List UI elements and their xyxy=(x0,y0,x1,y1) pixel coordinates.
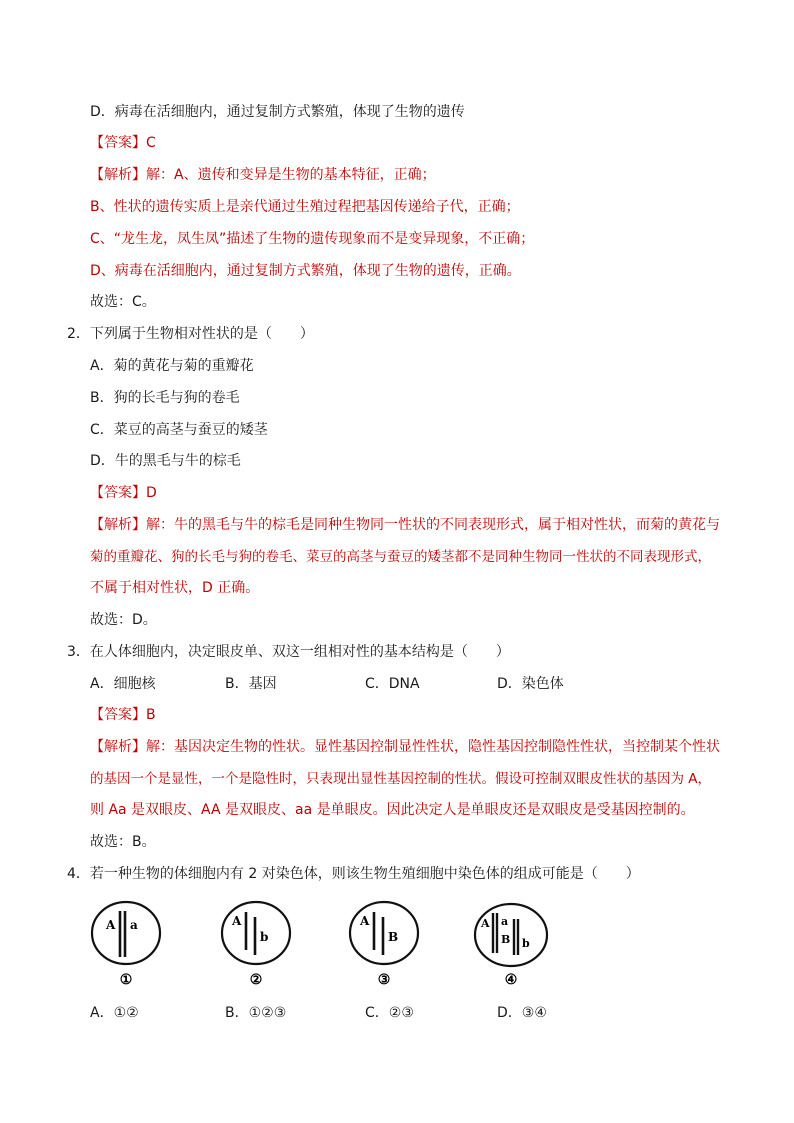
q4-option-d: D．③④ xyxy=(497,1005,547,1021)
q3-options xyxy=(90,674,730,694)
q1-choose: 故选：C。 xyxy=(90,294,156,310)
q3-stem: 3．在人体细胞内，决定眼皮单、双这一组相对性的基本结构是（ ） xyxy=(67,644,510,660)
q1-option-d: D．病毒在活细胞内，通过复制方式繁殖，体现了生物的遗传 xyxy=(90,104,465,120)
cell-figure-4 xyxy=(471,895,551,990)
analysis-text: 解：A、遗传和变异是生物的基本特征，正确； xyxy=(146,167,436,183)
gene-label: A xyxy=(481,917,490,930)
q2-stem: 2．下列属于生物相对性状的是（ ） xyxy=(67,326,314,342)
q2-option-b: B．狗的长毛与狗的卷毛 xyxy=(90,390,240,406)
q2-choose: 故选：D。 xyxy=(90,612,157,628)
analysis-tag: 【解析】 xyxy=(90,739,146,755)
q2-analysis-3: 不属于相对性状，D 正确。 xyxy=(90,580,260,596)
analysis-text: 解：基因决定生物的性状。显性基因控制显性性状，隐性基因控制隐性性状，当控制某个性状 xyxy=(146,739,720,755)
q3-option-c: C．DNA xyxy=(365,676,420,692)
figure-number: ② xyxy=(249,972,263,988)
gene-label: b xyxy=(522,937,530,950)
q1-analysis-3: C、“龙生龙，凤生凤”描述了生物的遗传现象而不是变异现象，不正确； xyxy=(90,231,535,247)
answer-value: C xyxy=(146,135,156,151)
q3-choose: 故选：B。 xyxy=(90,834,156,850)
gene-label: B xyxy=(501,933,511,946)
figure-number: ④ xyxy=(504,972,518,988)
q1-analysis-4: D、病毒在活细胞内，通过复制方式繁殖，体现了生物的遗传，正确。 xyxy=(90,263,521,279)
q4-option-c: C．②③ xyxy=(365,1005,414,1021)
q3-analysis-1 xyxy=(90,737,720,757)
answer-value: B xyxy=(146,707,156,723)
q4-option-b: B．①②③ xyxy=(225,1005,287,1021)
figure-number: ③ xyxy=(377,972,391,988)
q3-answer xyxy=(90,705,156,725)
answer-tag: 【答案】 xyxy=(90,135,146,151)
q1-analysis-2: B、性状的遗传实质上是亲代通过生殖过程把基因传递给子代，正确； xyxy=(90,199,520,215)
cell-outline xyxy=(475,904,547,966)
q1-answer xyxy=(90,133,156,153)
q2-option-c: C．菜豆的高茎与蚕豆的矮茎 xyxy=(90,422,268,438)
gene-label: A xyxy=(232,914,242,928)
q2-answer xyxy=(90,483,157,503)
q4-stem: 4．若一种生物的体细胞内有 2 对染色体，则该生物生殖细胞中染色体的组成可能是（ ） xyxy=(67,866,640,882)
gene-label: A xyxy=(106,918,116,932)
q3-analysis-2: 的基因一个是显性，一个是隐性时，只表现出显性基因控制的性状。假设可控制双眼皮性状的基因为 A， xyxy=(90,771,712,787)
q3-analysis-3: 则 Aa 是双眼皮、AA 是双眼皮、aa 是单眼皮。因此决定人是单眼皮还是双眼皮是受基因控制的。 xyxy=(90,802,695,818)
cell-figure-2 xyxy=(218,895,294,990)
figure-number: ① xyxy=(119,972,133,988)
chromosome-figures xyxy=(88,895,568,990)
q2-option-d: D．牛的黑毛与牛的棕毛 xyxy=(90,453,241,469)
answer-value: D xyxy=(146,485,157,501)
analysis-tag: 【解析】 xyxy=(90,167,146,183)
q4-options xyxy=(90,1003,730,1023)
analysis-text: 解：牛的黑毛与牛的棕毛是同种生物同一性状的不同表现形式，属于相对性状，而菊的黄花与 xyxy=(146,517,720,533)
answer-tag: 【答案】 xyxy=(90,485,146,501)
answer-tag: 【答案】 xyxy=(90,707,146,723)
analysis-tag: 【解析】 xyxy=(90,517,146,533)
q1-analysis-1 xyxy=(90,165,436,185)
q2-analysis-1 xyxy=(90,515,720,535)
gene-label: B xyxy=(388,930,399,944)
gene-label: a xyxy=(501,915,509,928)
gene-label: A xyxy=(360,914,370,928)
gene-label: b xyxy=(260,930,269,944)
cell-figure-1 xyxy=(88,895,164,990)
q3-option-a: A．细胞核 xyxy=(90,676,156,692)
q2-analysis-2: 菊的重瓣花、狗的长毛与狗的卷毛、菜豆的高茎与蚕豆的矮茎都不是同种生物同一性状的不同表现形式， xyxy=(90,549,711,565)
cell-figure-3 xyxy=(346,895,422,990)
q4-option-a: A．①② xyxy=(90,1005,139,1021)
q2-option-a: A．菊的黄花与菊的重瓣花 xyxy=(90,358,254,374)
gene-label: a xyxy=(130,918,138,932)
q3-option-d: D．染色体 xyxy=(497,676,564,692)
q3-option-b: B．基因 xyxy=(225,676,277,692)
